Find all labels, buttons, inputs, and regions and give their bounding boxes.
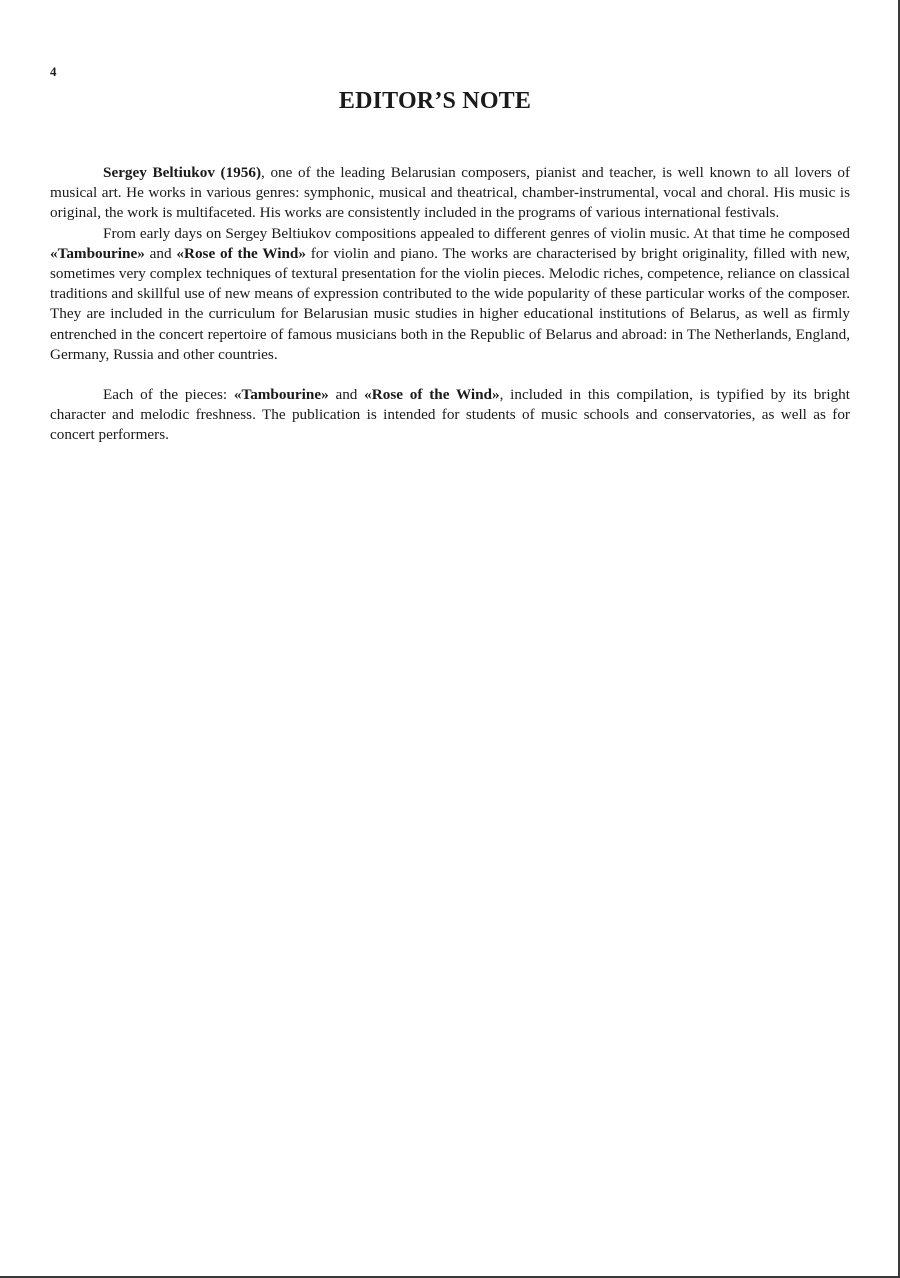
work-title-rose-of-the-wind: «Rose of the Wind» bbox=[176, 244, 306, 262]
paragraph-composer-intro bbox=[50, 163, 850, 224]
paragraph-text: for violin and piano. The works are characterised by bright originality, filled with new, sometimes very complex techniques of textural presentation for the violin pieces. Melodic riches, competence, reliance on classical traditions and skillful use of new means of expression contributed to the wide popularity of these particular works of the composer. They are included in the curriculum for Belarusian music studies in higher educational institutions of Belarus, as well as firmly entrenched in the concert repertoire of famous musicians both in the Republic of Belarus and abroad: in The Netherlands, England, Germany, Russia and other countries. bbox=[50, 244, 850, 363]
paragraph-text: Each of the pieces: bbox=[103, 386, 234, 404]
work-title-tambourine: «Tambourine» bbox=[50, 244, 145, 262]
paragraph-text: , one of the leading Belarusian composers, pianist and teacher, is well known to all lovers of musical art. He works in various genres: symphonic, musical and theatrical, chamber-instrumental, vocal and choral. His music is original, the work is multifaceted. His works are consistently included in the programs of various international festivals. bbox=[50, 164, 850, 222]
paragraph-text: and bbox=[144, 244, 177, 262]
paragraph-text: and bbox=[328, 386, 365, 404]
paragraph-violin-works bbox=[50, 224, 850, 365]
composer-name: Sergey Beltiukov (1956) bbox=[103, 164, 262, 181]
work-title-rose-of-the-wind: «Rose of the Wind» bbox=[364, 386, 500, 404]
paragraph-text: , included in this compilation, is typified by its bright character and melodic freshness. The publication is intended for students of music schools and conservatories, as well as for concert performers. bbox=[50, 386, 850, 444]
page-title: EDITOR’S NOTE bbox=[338, 88, 532, 114]
paragraph-compilation bbox=[50, 385, 850, 446]
work-title-tambourine: «Tambourine» bbox=[233, 386, 329, 404]
editors-note-body bbox=[50, 163, 850, 446]
page-number: 4 bbox=[50, 64, 57, 79]
paragraph-text: From early days on Sergey Beltiukov compositions appealed to different genres of violin music. At that time he composed bbox=[103, 224, 850, 242]
